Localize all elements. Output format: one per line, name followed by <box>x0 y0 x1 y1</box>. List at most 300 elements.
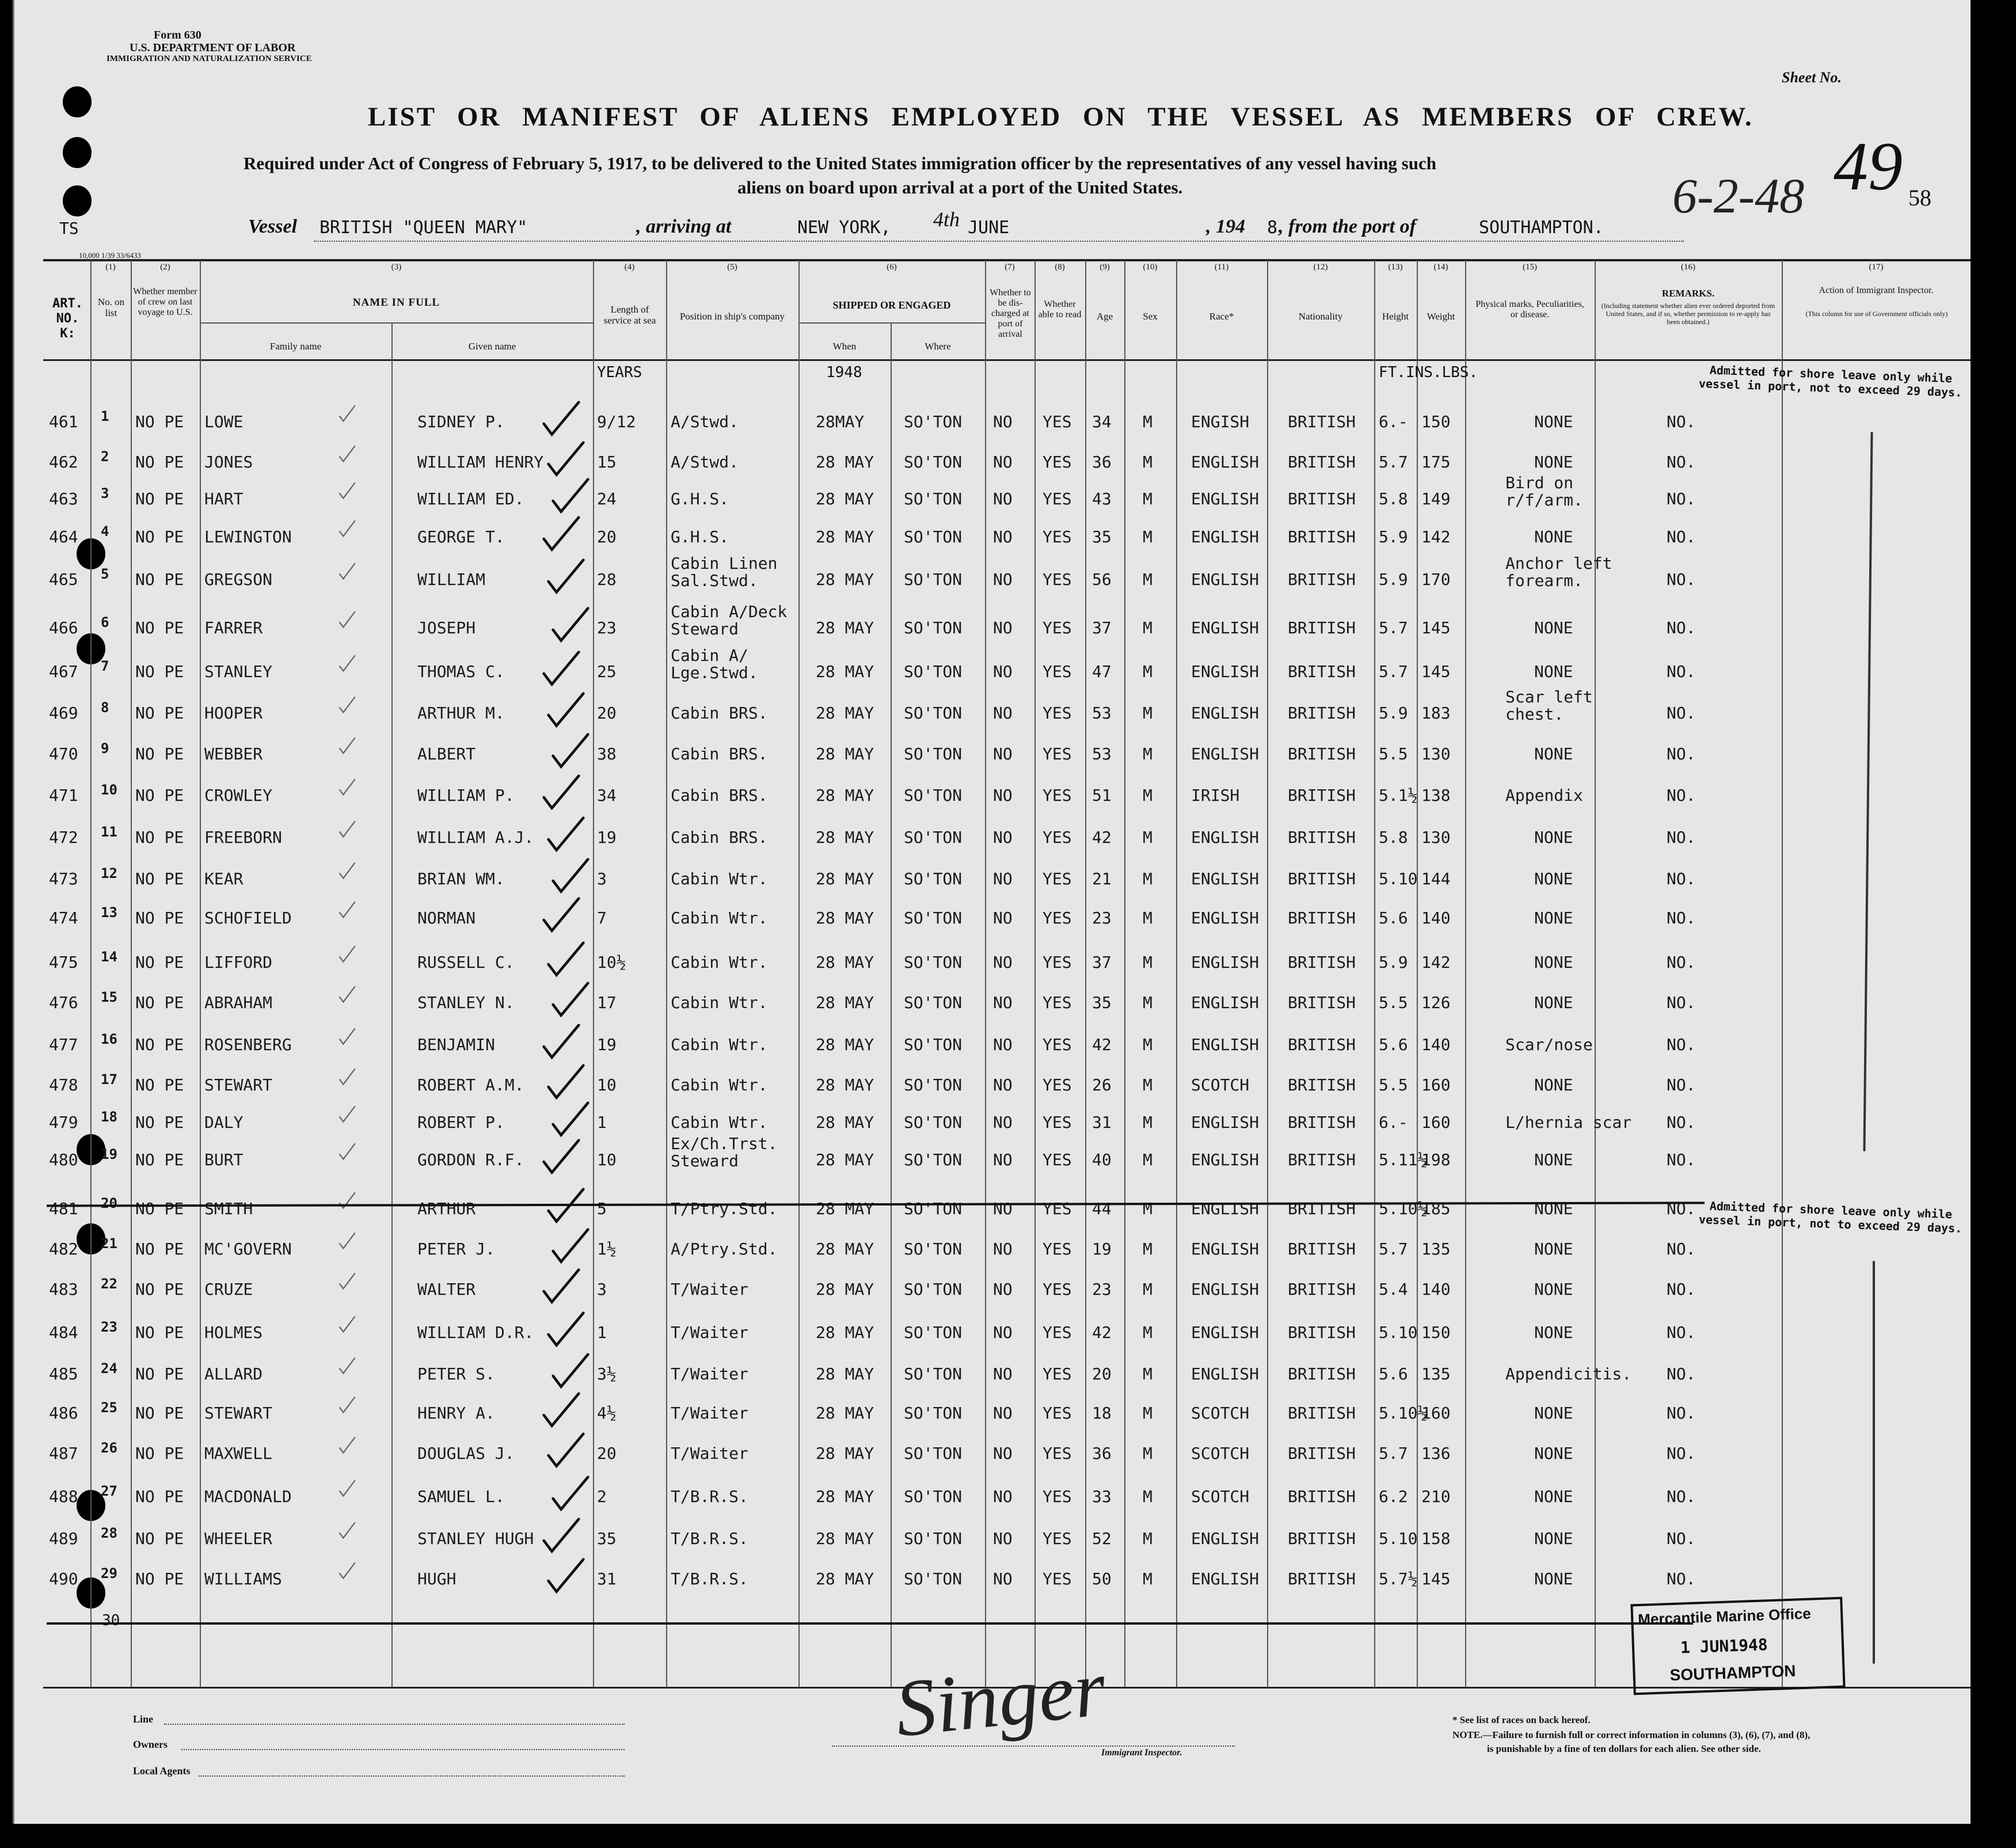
crew-member-status: NO PE <box>135 1150 184 1169</box>
shipped-where: SO'TON <box>904 828 963 847</box>
nationality: BRITISH <box>1288 908 1356 927</box>
crew-member-status: NO PE <box>135 1529 184 1548</box>
able-to-read: YES <box>1043 828 1072 847</box>
able-to-read: YES <box>1043 489 1072 508</box>
sex: M <box>1143 570 1152 589</box>
length-of-service: 5 <box>597 1199 607 1218</box>
remarks: NO. <box>1667 1199 1696 1218</box>
header-length-service: Length of service at sea <box>603 304 656 326</box>
table-row <box>14 1134 1971 1186</box>
age: 47 <box>1092 662 1112 681</box>
race: ENGLISH <box>1191 1529 1260 1548</box>
shipped-where: SO'TON <box>904 1199 963 1218</box>
physical-marks-line-2: forearm. <box>1505 571 1583 590</box>
check-mark-icon <box>537 1187 595 1227</box>
header-discharged: Whether to be dis-charged at port of arrival <box>990 288 1031 339</box>
col-num: (2) <box>160 263 170 272</box>
header-given-name: Given name <box>468 341 516 352</box>
check-mark-icon <box>337 778 356 797</box>
position: Cabin Wtr. <box>671 993 768 1012</box>
position: Cabin Wtr. <box>671 953 768 972</box>
shipped-when: 28 MAY <box>816 1323 874 1342</box>
able-to-read: YES <box>1043 908 1072 927</box>
discharged: NO <box>993 618 1013 637</box>
length-of-service: 31 <box>597 1569 617 1588</box>
position: T/Waiter <box>671 1280 748 1299</box>
nationality: BRITISH <box>1288 1113 1356 1132</box>
shipped-when: 28 MAY <box>816 1199 874 1218</box>
sex: M <box>1143 662 1152 681</box>
position: Cabin A/ <box>671 646 748 665</box>
check-mark-icon <box>542 732 599 772</box>
length-of-service: 2 <box>597 1487 607 1506</box>
age: 50 <box>1092 1569 1112 1588</box>
length-of-service: 1½ <box>597 1239 617 1258</box>
nationality: BRITISH <box>1288 1487 1356 1506</box>
able-to-read: YES <box>1043 786 1072 805</box>
check-mark-icon <box>337 736 356 756</box>
length-of-service: 15 <box>597 453 617 471</box>
physical-marks: NONE <box>1534 1199 1573 1218</box>
family-name: WEBBER <box>204 744 263 763</box>
crew-member-status: NO PE <box>135 1199 184 1218</box>
shipped-where: SO'TON <box>904 993 963 1012</box>
race: ENGLISH <box>1191 1323 1260 1342</box>
length-of-service: 25 <box>597 662 617 681</box>
col-num: (7) <box>1005 263 1015 272</box>
given-name: ALBERT <box>417 744 476 763</box>
art-number: 481 <box>49 1199 78 1218</box>
position: G.H.S. <box>671 489 729 508</box>
nationality: BRITISH <box>1288 993 1356 1012</box>
list-number: 23 <box>101 1319 117 1335</box>
shipped-where: SO'TON <box>904 744 963 763</box>
nationality: BRITISH <box>1288 1075 1356 1094</box>
given-name: WILLIAM P. <box>417 786 515 805</box>
art-number: 464 <box>49 527 78 546</box>
check-mark-icon <box>542 1352 599 1392</box>
family-name: LIFFORD <box>204 953 273 972</box>
nationality: BRITISH <box>1288 1239 1356 1258</box>
given-name: WALTER <box>417 1280 476 1299</box>
age: 19 <box>1092 1239 1112 1258</box>
age: 37 <box>1092 618 1112 637</box>
family-name: SMITH <box>204 1199 253 1218</box>
check-mark-icon <box>532 896 590 936</box>
table-row <box>14 473 1971 525</box>
shipped-when: 28 MAY <box>816 1364 874 1383</box>
sex: M <box>1143 1487 1152 1506</box>
age: 42 <box>1092 1035 1112 1054</box>
col-num: (1) <box>105 263 116 272</box>
race: ENGLISH <box>1191 744 1260 763</box>
position: G.H.S. <box>671 527 729 546</box>
nationality: BRITISH <box>1288 1364 1356 1383</box>
able-to-read: YES <box>1043 1280 1072 1299</box>
physical-marks: NONE <box>1534 453 1573 471</box>
art-number: 474 <box>49 908 78 927</box>
sex: M <box>1143 1569 1152 1588</box>
discharged: NO <box>993 453 1013 471</box>
vessel-name: BRITISH "QUEEN MARY" <box>319 218 528 238</box>
able-to-read: YES <box>1043 1529 1072 1548</box>
position: Cabin BRS. <box>671 786 768 805</box>
physical-marks: NONE <box>1534 828 1573 847</box>
mercantile-marine-stamp <box>1630 1597 1845 1695</box>
art-number: 462 <box>49 453 78 471</box>
shipped-when: 28 MAY <box>816 618 874 637</box>
position: A/Stwd. <box>671 412 739 431</box>
table-row <box>14 408 1971 448</box>
table-row <box>14 824 1971 864</box>
nationality: BRITISH <box>1288 1323 1356 1342</box>
height: 5.1½ <box>1379 786 1418 805</box>
length-of-service: 3 <box>597 1280 607 1299</box>
length-of-service: 34 <box>597 786 617 805</box>
discharged: NO <box>993 704 1013 723</box>
crew-member-status: NO PE <box>135 1075 184 1094</box>
check-mark-icon <box>532 1391 590 1431</box>
family-name: FREEBORN <box>204 828 282 847</box>
art-number: 489 <box>49 1529 78 1548</box>
nationality: BRITISH <box>1288 570 1356 589</box>
year-label: , 194 <box>1206 216 1245 237</box>
given-name: WILLIAM HENRY <box>417 453 544 471</box>
race: ENGLISH <box>1191 1150 1260 1169</box>
height: 5.10 <box>1379 1323 1418 1342</box>
remarks: NO. <box>1667 527 1696 546</box>
table-row <box>14 687 1971 739</box>
handwritten-number: 49 <box>1834 128 1903 204</box>
nationality: BRITISH <box>1288 489 1356 508</box>
physical-marks-line-2: chest. <box>1505 705 1564 724</box>
remarks: NO. <box>1667 744 1696 763</box>
given-name: SIDNEY P. <box>417 412 505 431</box>
given-name: THOMAS C. <box>417 662 505 681</box>
list-number: 1 <box>101 408 109 424</box>
able-to-read: YES <box>1043 1404 1072 1423</box>
length-of-service: 24 <box>597 489 617 508</box>
check-mark-icon <box>337 654 356 674</box>
physical-marks: NONE <box>1534 1239 1573 1258</box>
punch-hole <box>63 185 92 216</box>
arriving-label: , arriving at <box>636 216 732 237</box>
header-physical-marks: Physical marks, Peculiarities, or disease. <box>1475 299 1584 320</box>
length-of-service: 4½ <box>597 1404 617 1423</box>
length-of-service: 35 <box>597 1529 617 1548</box>
sex: M <box>1143 527 1152 546</box>
height: 5.9 <box>1379 704 1408 723</box>
given-name: DOUGLAS J. <box>417 1444 515 1463</box>
sex: M <box>1143 786 1152 805</box>
shipped-where: SO'TON <box>904 489 963 508</box>
length-of-service: 10½ <box>597 953 626 972</box>
remarks: NO. <box>1667 1075 1696 1094</box>
table-row <box>14 989 1971 1029</box>
crew-member-status: NO PE <box>135 1364 184 1383</box>
given-name: GORDON R.F. <box>417 1150 524 1169</box>
given-name: GEORGE T. <box>417 527 505 546</box>
footer-owners-label: Owners <box>133 1739 168 1750</box>
position: Cabin A/Deck <box>671 602 788 621</box>
table-row <box>14 1109 1971 1149</box>
physical-marks: NONE <box>1534 869 1573 888</box>
list-number: 17 <box>101 1071 117 1087</box>
nationality: BRITISH <box>1288 662 1356 681</box>
list-number: 10 <box>101 782 117 798</box>
family-name: BURT <box>204 1150 244 1169</box>
stamp-place: SOUTHAMPTON <box>1669 1661 1796 1685</box>
length-of-service: 20 <box>597 1444 617 1463</box>
shipped-where: SO'TON <box>904 869 963 888</box>
height: 5.11½ <box>1379 1150 1428 1169</box>
position: Cabin BRS. <box>671 704 768 723</box>
weight: 136 <box>1421 1444 1451 1463</box>
crew-member-status: NO PE <box>135 953 184 972</box>
physical-marks: Appendix <box>1505 786 1583 805</box>
age: 34 <box>1092 412 1112 431</box>
physical-marks: NONE <box>1534 412 1573 431</box>
able-to-read: YES <box>1043 953 1072 972</box>
height: 5.9 <box>1379 953 1408 972</box>
list-number: 20 <box>101 1195 117 1211</box>
list-number: 5 <box>101 566 109 582</box>
weight: 160 <box>1421 1113 1451 1132</box>
crew-member-status: NO PE <box>135 1113 184 1132</box>
weight: 130 <box>1421 828 1451 847</box>
weight: 144 <box>1421 869 1451 888</box>
able-to-read: YES <box>1043 570 1072 589</box>
discharged: NO <box>993 489 1013 508</box>
header-able-read: Whether able to read <box>1038 299 1082 320</box>
check-mark-icon <box>337 1142 356 1162</box>
weight: 183 <box>1421 704 1451 723</box>
height: 5.7 <box>1379 1444 1408 1463</box>
year-1948: 1948 <box>826 364 862 381</box>
age: 43 <box>1092 489 1112 508</box>
weight: 126 <box>1421 993 1451 1012</box>
position-line-2: Steward <box>671 619 739 638</box>
discharged: NO <box>993 570 1013 589</box>
check-mark-icon <box>337 1315 356 1334</box>
form-subtitle: Required under Act of Congress of February 5, 1917, to be delivered to the United States immigration officer by the representatives of any vessel having such <box>244 153 1436 173</box>
race: ENGLISH <box>1191 828 1260 847</box>
race: ENGLISH <box>1191 704 1260 723</box>
height: 5.6 <box>1379 1364 1408 1383</box>
shipped-when: 28 MAY <box>816 489 874 508</box>
height: 5.10 <box>1379 869 1418 888</box>
table-row <box>14 1525 1971 1565</box>
position-line-2: Steward <box>671 1151 739 1170</box>
shipped-where: SO'TON <box>904 704 963 723</box>
crew-member-status: NO PE <box>135 1569 184 1588</box>
check-mark-icon <box>337 1231 356 1251</box>
given-name: BENJAMIN <box>417 1035 495 1054</box>
crew-member-status: NO PE <box>135 1035 184 1054</box>
arrival-day: 4th <box>933 208 960 231</box>
discharged: NO <box>993 1035 1013 1054</box>
remarks: NO. <box>1667 453 1696 471</box>
physical-marks: NONE <box>1534 1323 1573 1342</box>
header-weight: Weight <box>1427 311 1455 322</box>
age: 52 <box>1092 1529 1112 1548</box>
age: 35 <box>1092 993 1112 1012</box>
race: SCOTCH <box>1191 1404 1250 1423</box>
physical-marks: NONE <box>1534 953 1573 972</box>
crew-member-status: NO PE <box>135 1280 184 1299</box>
table-row <box>14 740 1971 780</box>
able-to-read: YES <box>1043 527 1072 546</box>
weight: 160 <box>1421 1075 1451 1094</box>
art-number: 485 <box>49 1364 78 1383</box>
shipped-where: SO'TON <box>904 453 963 471</box>
sex: M <box>1143 1444 1152 1463</box>
remarks: NO. <box>1667 908 1696 927</box>
weight: 160 <box>1421 1404 1451 1423</box>
header-remarks-note: (Including statement whether alien ever ordered deported from United States, and if so, whether permission to re-apply has been obtained.) <box>1601 302 1775 326</box>
physical-marks: Bird on <box>1505 473 1574 492</box>
list-number: 28 <box>101 1525 117 1541</box>
table-row <box>14 1440 1971 1480</box>
col-num: (13) <box>1388 263 1403 272</box>
remarks: NO. <box>1667 1323 1696 1342</box>
age: 26 <box>1092 1075 1112 1094</box>
remarks: NO. <box>1667 489 1696 508</box>
sex: M <box>1143 1529 1152 1548</box>
col-num: (16) <box>1681 263 1695 272</box>
col-num: (3) <box>391 263 402 272</box>
art-number: 477 <box>49 1035 78 1054</box>
weight: 175 <box>1421 453 1451 471</box>
remarks: NO. <box>1667 704 1696 723</box>
remarks: NO. <box>1667 618 1696 637</box>
height: 5.7 <box>1379 618 1408 637</box>
units-label: FT.INS.LBS. <box>1379 364 1478 381</box>
art-number: 490 <box>49 1569 78 1588</box>
list-number: 6 <box>101 614 109 630</box>
shipped-sub-divider <box>798 322 985 324</box>
discharged: NO <box>993 1075 1013 1094</box>
physical-marks: Appendicitis. <box>1505 1364 1632 1383</box>
discharged: NO <box>993 1239 1013 1258</box>
list-number: 22 <box>101 1276 117 1292</box>
check-mark-icon <box>337 820 356 839</box>
races-note: * See list of races on back hereof. <box>1452 1714 1591 1725</box>
race: ENGLISH <box>1191 1035 1260 1054</box>
able-to-read: YES <box>1043 869 1072 888</box>
sex: M <box>1143 1404 1152 1423</box>
weight: 158 <box>1421 1529 1451 1548</box>
shipped-when: 28 MAY <box>816 453 874 471</box>
sex: M <box>1143 618 1152 637</box>
crew-member-status: NO PE <box>135 489 184 508</box>
header-no-on-list: No. on list <box>97 296 125 318</box>
discharged: NO <box>993 1364 1013 1383</box>
check-mark-icon <box>337 610 356 630</box>
art-number: 478 <box>49 1075 78 1094</box>
nationality: BRITISH <box>1288 1404 1356 1423</box>
physical-marks: NONE <box>1534 1529 1573 1548</box>
year-digit: 8 <box>1267 218 1278 238</box>
crew-member-status: NO PE <box>135 453 184 471</box>
given-name: RUSSELL C. <box>417 953 515 972</box>
physical-marks: NONE <box>1534 618 1573 637</box>
family-name: HOLMES <box>204 1323 263 1342</box>
position: Cabin Wtr. <box>671 1075 768 1094</box>
shipped-where: SO'TON <box>904 1364 963 1383</box>
position: Cabin Wtr. <box>671 908 768 927</box>
art-number: 467 <box>49 662 78 681</box>
header-remarks: REMARKS. <box>1661 288 1715 299</box>
length-of-service: 10 <box>597 1075 617 1094</box>
weight: 140 <box>1421 1035 1451 1054</box>
remarks: NO. <box>1667 1239 1696 1258</box>
remarks: NO. <box>1667 1364 1696 1383</box>
header-shipped-engaged: SHIPPED OR ENGAGED <box>832 299 951 311</box>
table-row <box>14 1071 1971 1111</box>
crew-member-status: NO PE <box>135 618 184 637</box>
remarks: NO. <box>1667 993 1696 1012</box>
shipped-where: SO'TON <box>904 1569 963 1588</box>
family-name: CROWLEY <box>204 786 273 805</box>
race: ENGLISH <box>1191 527 1260 546</box>
header-sex: Sex <box>1143 311 1158 322</box>
ts-label: TS <box>59 219 79 238</box>
check-mark-icon <box>537 940 595 980</box>
remarks: NO. <box>1667 1035 1696 1054</box>
shipped-when: 28 MAY <box>816 1150 874 1169</box>
age: 51 <box>1092 786 1112 805</box>
family-name: WILLIAMS <box>204 1569 282 1588</box>
given-name: ARTHUR <box>417 1199 476 1218</box>
physical-marks: NONE <box>1534 908 1573 927</box>
table-row <box>14 646 1971 698</box>
header-action: Action of Immigrant Inspector. <box>1819 286 1934 295</box>
header-nationality: Nationality <box>1298 311 1343 322</box>
position: T/B.R.S. <box>671 1487 748 1506</box>
footer-line-label: Line <box>133 1713 154 1725</box>
age: 23 <box>1092 908 1112 927</box>
sex: M <box>1143 1280 1152 1299</box>
weight: 150 <box>1421 412 1451 431</box>
check-mark-icon <box>337 444 356 464</box>
check-mark-icon <box>537 1063 595 1103</box>
age: 44 <box>1092 1199 1112 1218</box>
length-of-service: 3½ <box>597 1364 617 1383</box>
col-num: (9) <box>1100 263 1110 272</box>
race: ENGLISH <box>1191 908 1260 927</box>
race: ENGLISH <box>1191 1113 1260 1132</box>
remarks: NO. <box>1667 1150 1696 1169</box>
given-name: WILLIAM ED. <box>417 489 524 508</box>
shipped-when: 28 MAY <box>816 1075 874 1094</box>
nationality: BRITISH <box>1288 1035 1356 1054</box>
crew-member-status: NO PE <box>135 1239 184 1258</box>
check-mark-icon <box>542 606 599 646</box>
shipped-when: 28 MAY <box>816 1239 874 1258</box>
crew-member-status: NO PE <box>135 1404 184 1423</box>
row-30-number: 30 <box>102 1612 120 1629</box>
position: Cabin Linen <box>671 554 778 573</box>
shipped-where: SO'TON <box>904 1404 963 1423</box>
check-mark-icon <box>337 1479 356 1499</box>
list-number: 13 <box>101 904 117 921</box>
height: 6.2 <box>1379 1487 1408 1506</box>
check-mark-icon <box>337 1436 356 1455</box>
art-number: 472 <box>49 828 78 847</box>
sex: M <box>1143 1199 1152 1218</box>
table-top-border <box>43 259 1971 261</box>
